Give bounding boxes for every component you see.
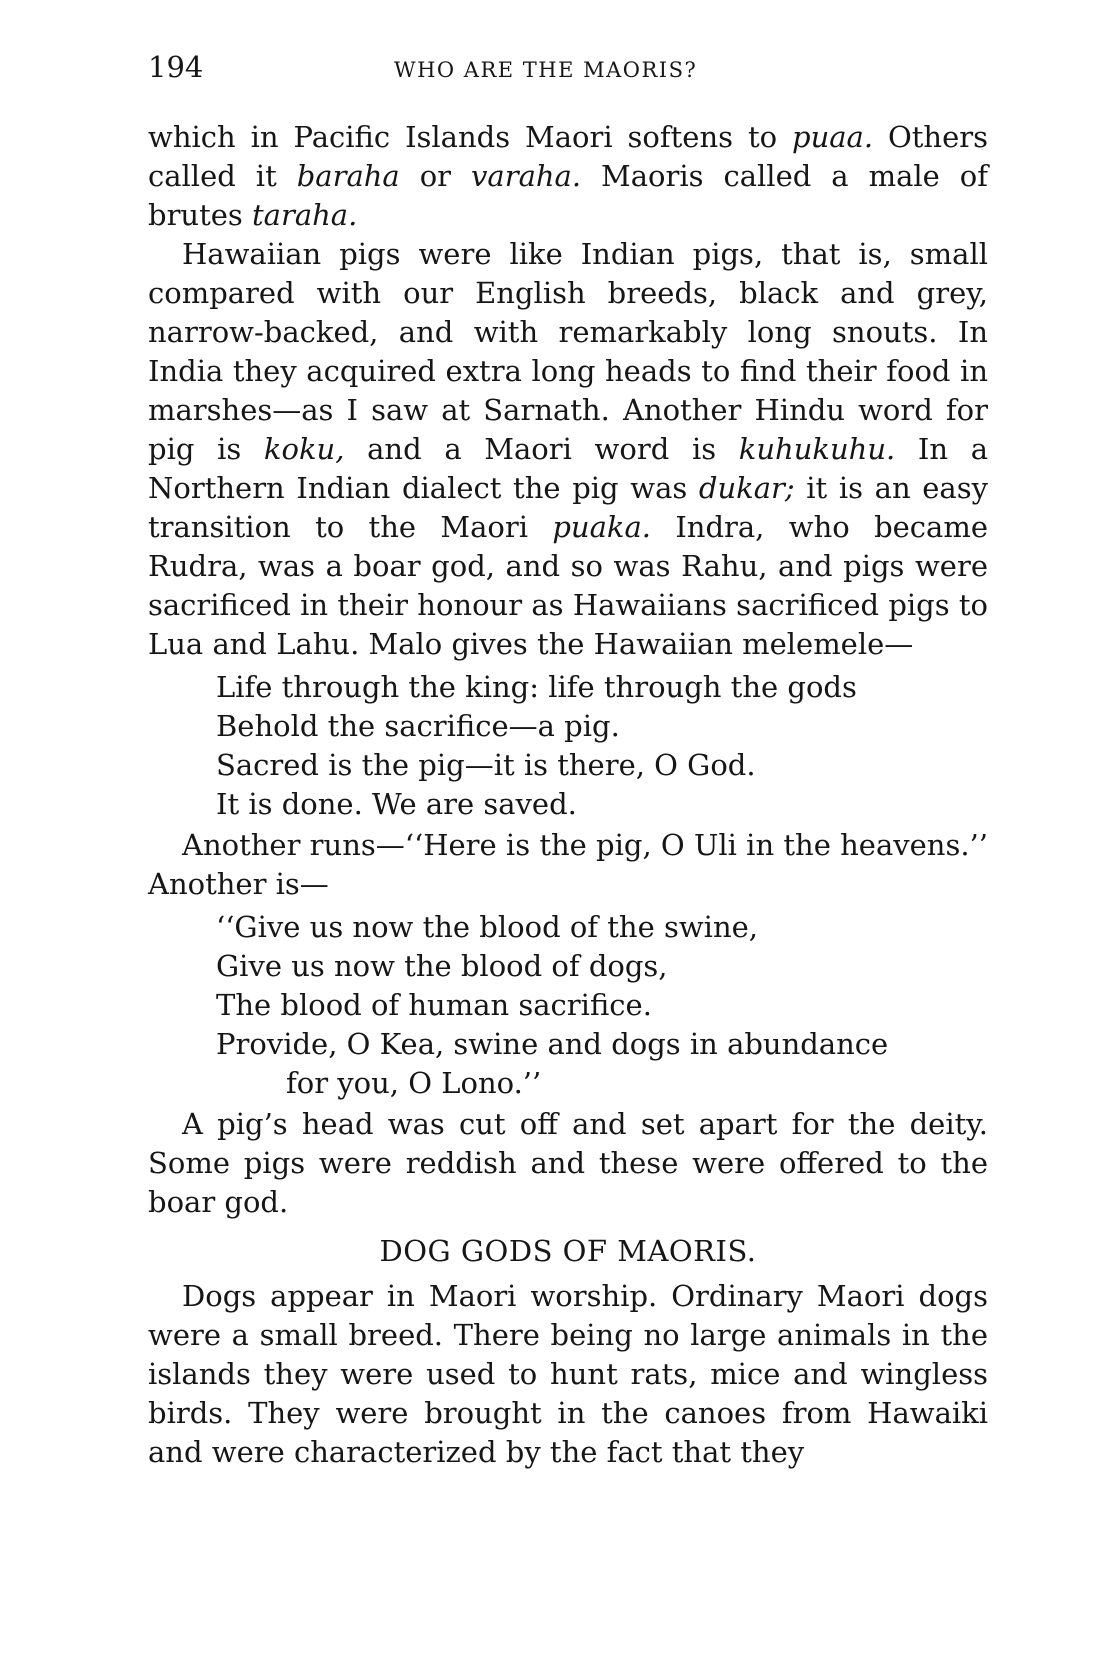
verse-line: Sacred is the pig—it is there, O God. [216, 748, 756, 782]
text-run: Others called it [148, 120, 988, 193]
verse-line: Provide, O Kea, swine and dogs in abundance [216, 1027, 889, 1061]
italic-term: puaa. [792, 120, 874, 154]
italic-term: baraha [296, 159, 400, 193]
page-body [148, 118, 988, 1472]
italic-term: varaha. [471, 159, 582, 193]
verse-line: It is done. We are saved. [216, 787, 577, 821]
section-heading: DOG GODS OF MAORIS. [379, 1234, 757, 1268]
verse-continuation: for you, O Lono.’’ [286, 1066, 542, 1100]
verse-block-1 [216, 668, 988, 824]
verse-line: Give us now the blood of dogs, [216, 949, 668, 983]
text-run: Indra, who became Rudra, was a boar god, and so was Rahu, and pigs were sacrificed in their honour as Hawaiians sacrificed pigs to Lua and Lahu. Malo gives the Hawaiian melemele— [148, 510, 988, 661]
text-run: or [399, 159, 472, 193]
italic-term: dukar; [698, 471, 795, 505]
verse-line: Behold the sacrifice—a pig. [216, 709, 620, 743]
italic-term: kuhukuhu. [738, 432, 896, 466]
verse-block-2 [216, 908, 988, 1103]
text-run: In a Northern Indian dialect the pig was [148, 432, 988, 505]
text-run: Hawaiian pigs were like Indian pigs, that is, small compared with our English breeds, black and grey, narrow-backed, and with remarkably long snouts. In India they acquired extra long heads to find their food in marshes—as I saw at Sarnath. Another Hindu word for pig is [148, 237, 988, 466]
page-number: 194 [148, 50, 204, 84]
paragraph-1 [148, 118, 988, 235]
paragraph-3: Another runs—‘‘Here is the pig, O Uli in the heavens.’’ Another is— [148, 828, 988, 901]
page-header [148, 50, 988, 90]
text-run: and a Maori word is [344, 432, 739, 466]
running-title: WHO ARE THE MAORIS? [394, 58, 698, 82]
italic-term: taraha. [252, 198, 358, 232]
verse-line: ‘‘Give us now the blood of the swine, [216, 910, 759, 944]
paragraph-4: A pig’s head was cut off and set apart for the deity. Some pigs were reddish and these were offered to the boar god. [148, 1107, 988, 1219]
text-run: which in Pacific Islands Maori softens to [148, 120, 792, 154]
italic-term: koku, [263, 432, 345, 466]
verse-line: Life through the king: life through the gods [216, 670, 857, 704]
paragraph-5: Dogs appear in Maori worship. Ordinary Maori dogs were a small breed. There being no large animals in the islands they were used to hunt rats, mice and wingless birds. They were brought in the canoes from Hawaiki and were characterized by the fact that they [148, 1279, 988, 1469]
text-run: Maoris called a male of brutes [148, 159, 988, 232]
paragraph-2 [148, 235, 988, 664]
verse-line: The blood of human sacrifice. [216, 988, 652, 1022]
text-run: it is an easy transition to the Maori [148, 471, 988, 544]
italic-term: puaka. [552, 510, 651, 544]
